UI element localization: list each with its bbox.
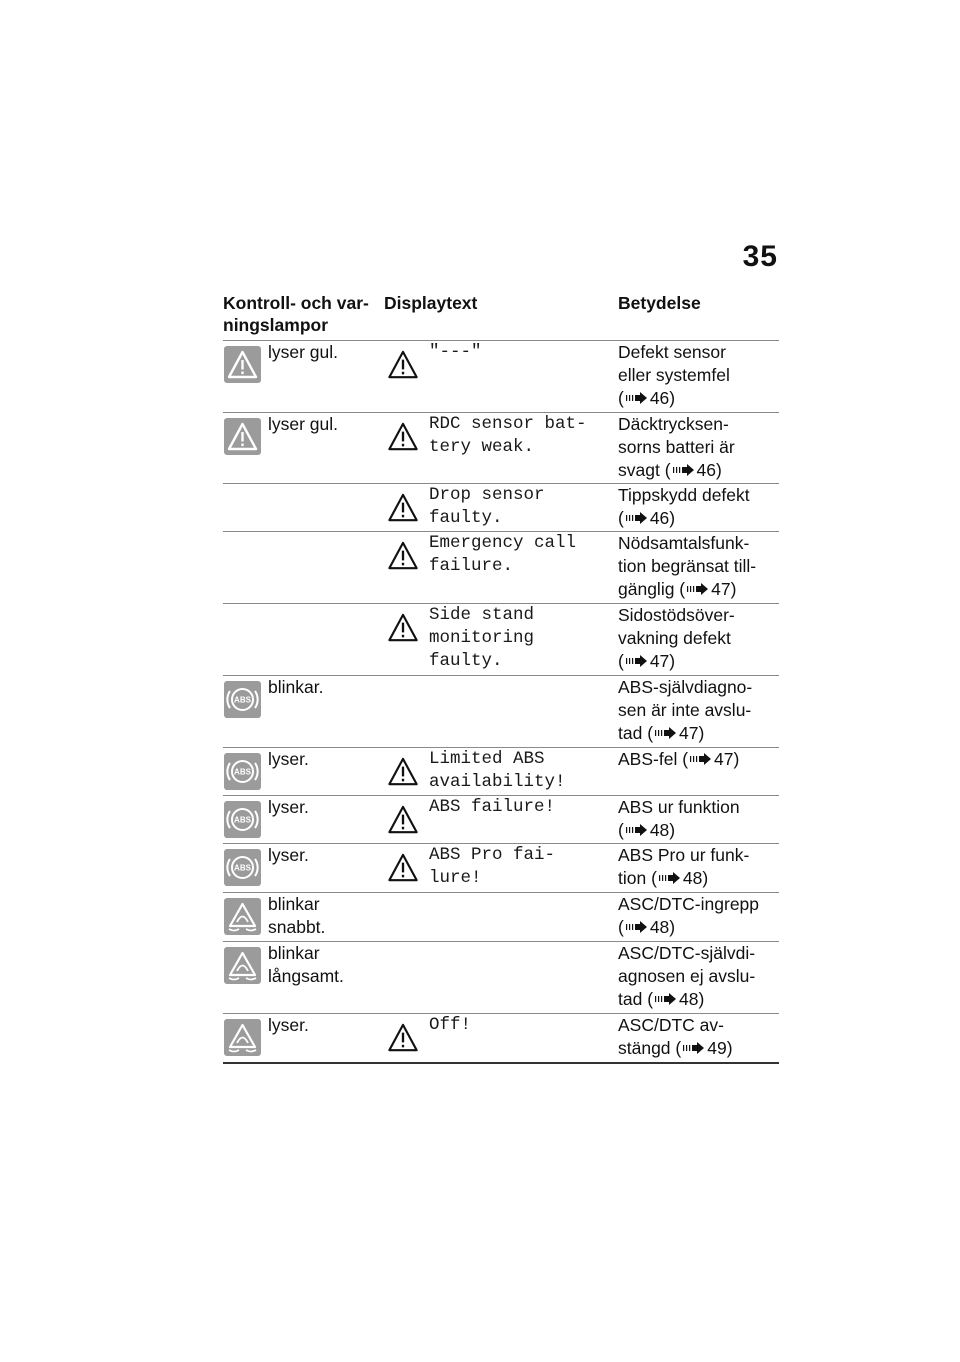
lamp-state: lyser. xyxy=(268,1015,309,1035)
display-warning-triangle-icon xyxy=(384,489,422,526)
meaning-text: ASC/DTC-ingrepp ( xyxy=(618,894,760,937)
lamp-state: lyser. xyxy=(268,749,309,769)
display-warning-triangle-icon xyxy=(384,753,422,790)
abs-lamp-icon xyxy=(224,849,261,886)
page-reference-arrow-icon xyxy=(626,921,648,933)
page-reference-link[interactable]: 46) xyxy=(649,508,676,528)
svg-text:ABS: ABS xyxy=(234,695,251,705)
meaning xyxy=(618,942,779,1011)
meaning-text: ABS Pro ur funk- tion ( xyxy=(618,845,750,888)
table-body xyxy=(223,340,779,1064)
header-lamps: Kontroll- och var- ningslampor xyxy=(223,293,369,335)
page-reference-arrow-icon xyxy=(687,583,709,595)
page-reference-arrow-icon xyxy=(673,464,695,476)
page-reference-link[interactable]: 46) xyxy=(696,460,722,480)
abs-lamp-icon xyxy=(224,681,261,718)
page-reference-link[interactable]: 48) xyxy=(679,989,705,1009)
svg-text:ABS: ABS xyxy=(234,863,251,873)
general-warning-lamp-icon xyxy=(224,418,261,455)
general-warning-lamp-icon xyxy=(224,346,261,383)
meaning-text: Sidostödsöver- vakning defekt ( xyxy=(618,605,735,671)
indicator-table xyxy=(223,292,779,1064)
table-row xyxy=(223,483,779,531)
asc-dtc-lamp-icon xyxy=(224,898,261,935)
lamp-state: lyser. xyxy=(268,845,309,865)
abs-lamp-icon xyxy=(224,801,261,838)
header-meaning: Betydelse xyxy=(618,293,701,313)
page-reference-link[interactable]: 46) xyxy=(649,388,676,408)
meaning xyxy=(618,796,779,842)
meaning xyxy=(618,484,779,530)
asc-dtc-lamp-icon xyxy=(224,1019,261,1056)
table-row xyxy=(223,941,779,1013)
table-row xyxy=(223,603,779,675)
meaning-text: ASC/DTC-självdi- agnosen ej avslu- tad ( xyxy=(618,943,756,1009)
header-display-text: Displaytext xyxy=(384,293,478,313)
page-reference-arrow-icon xyxy=(655,993,677,1005)
meaning-text: Defekt sensor eller systemfel ( xyxy=(618,342,730,408)
display-text: Off! xyxy=(429,1015,472,1035)
lamp-state: lyser gul. xyxy=(268,342,339,362)
meaning-text: ABS ur funktion ( xyxy=(618,797,740,840)
page-reference-arrow-icon xyxy=(626,392,648,404)
table-row xyxy=(223,675,779,747)
abs-lamp-icon xyxy=(224,753,261,790)
table-row xyxy=(223,1013,779,1064)
page-reference-arrow-icon xyxy=(626,824,648,836)
meaning-text: ABS-fel ( xyxy=(618,749,689,769)
page-reference-arrow-icon xyxy=(690,753,712,765)
page-reference-link[interactable]: 48) xyxy=(649,820,676,840)
lamp-state: lyser gul. xyxy=(268,414,339,434)
page-reference-link[interactable]: 47) xyxy=(679,723,705,743)
meaning xyxy=(618,413,779,482)
display-warning-triangle-icon xyxy=(384,849,422,886)
display-text: ABS failure! xyxy=(429,797,556,817)
meaning xyxy=(618,748,779,771)
lamp-state: blinkar. xyxy=(268,677,324,697)
page-reference-arrow-icon xyxy=(626,655,648,667)
meaning xyxy=(618,676,779,745)
table-header xyxy=(223,292,779,340)
meaning-text: Nödsamtalsfunk- tion begränsat till- gänglig ( xyxy=(618,533,757,599)
meaning-text: ABS-självdiagno- sen är inte avslu- tad ( xyxy=(618,677,753,743)
display-warning-triangle-icon xyxy=(384,418,422,455)
page-reference-link[interactable]: 49) xyxy=(707,1038,733,1058)
display-text: Drop sensor faulty. xyxy=(429,485,545,528)
page-reference-link[interactable]: 47) xyxy=(649,651,676,671)
display-warning-triangle-icon xyxy=(384,1019,422,1056)
page-reference-arrow-icon xyxy=(659,872,681,884)
meaning xyxy=(618,341,779,410)
meaning-text: ASC/DTC av- stängd ( xyxy=(618,1015,724,1058)
page-reference-link[interactable]: 47) xyxy=(714,749,740,769)
display-warning-triangle-icon xyxy=(384,609,422,646)
display-text: ABS Pro fai- lure! xyxy=(429,845,556,888)
meaning xyxy=(618,844,779,890)
page-reference-link[interactable]: 48) xyxy=(649,917,676,937)
lamp-state: blinkar långsamt. xyxy=(268,943,344,986)
page-reference-arrow-icon xyxy=(683,1042,705,1054)
page-reference-link[interactable]: 48) xyxy=(682,868,709,888)
table-row xyxy=(223,340,779,412)
table-row xyxy=(223,531,779,603)
page-number: 35 xyxy=(742,240,778,273)
meaning xyxy=(618,532,779,601)
meaning xyxy=(618,604,779,673)
table-row xyxy=(223,747,779,795)
table-row xyxy=(223,795,779,843)
display-warning-triangle-icon xyxy=(384,801,422,838)
asc-dtc-lamp-icon xyxy=(224,947,261,984)
meaning-text: Tippskydd defekt ( xyxy=(618,485,750,528)
meaning xyxy=(618,893,779,939)
table-row xyxy=(223,892,779,941)
svg-text:ABS: ABS xyxy=(234,767,251,777)
page-reference-arrow-icon xyxy=(655,727,677,739)
svg-text:ABS: ABS xyxy=(234,815,251,825)
display-text: Limited ABS availability! xyxy=(429,749,566,792)
display-text: Side stand monitoring faulty. xyxy=(429,605,535,671)
display-text: RDC sensor bat- tery weak. xyxy=(429,414,587,457)
display-text: Emergency call failure. xyxy=(429,533,577,576)
meaning xyxy=(618,1014,779,1060)
lamp-state: lyser. xyxy=(268,797,309,817)
page-reference-link[interactable]: 47) xyxy=(711,579,737,599)
display-warning-triangle-icon xyxy=(384,346,422,383)
table-row xyxy=(223,412,779,483)
display-warning-triangle-icon xyxy=(384,537,422,574)
table-row xyxy=(223,843,779,892)
display-text: "---" xyxy=(429,342,482,362)
page-reference-arrow-icon xyxy=(626,512,648,524)
meaning-text: Däcktrycksen- sorns batteri är svagt ( xyxy=(618,414,735,480)
lamp-state: blinkar snabbt. xyxy=(268,894,326,937)
